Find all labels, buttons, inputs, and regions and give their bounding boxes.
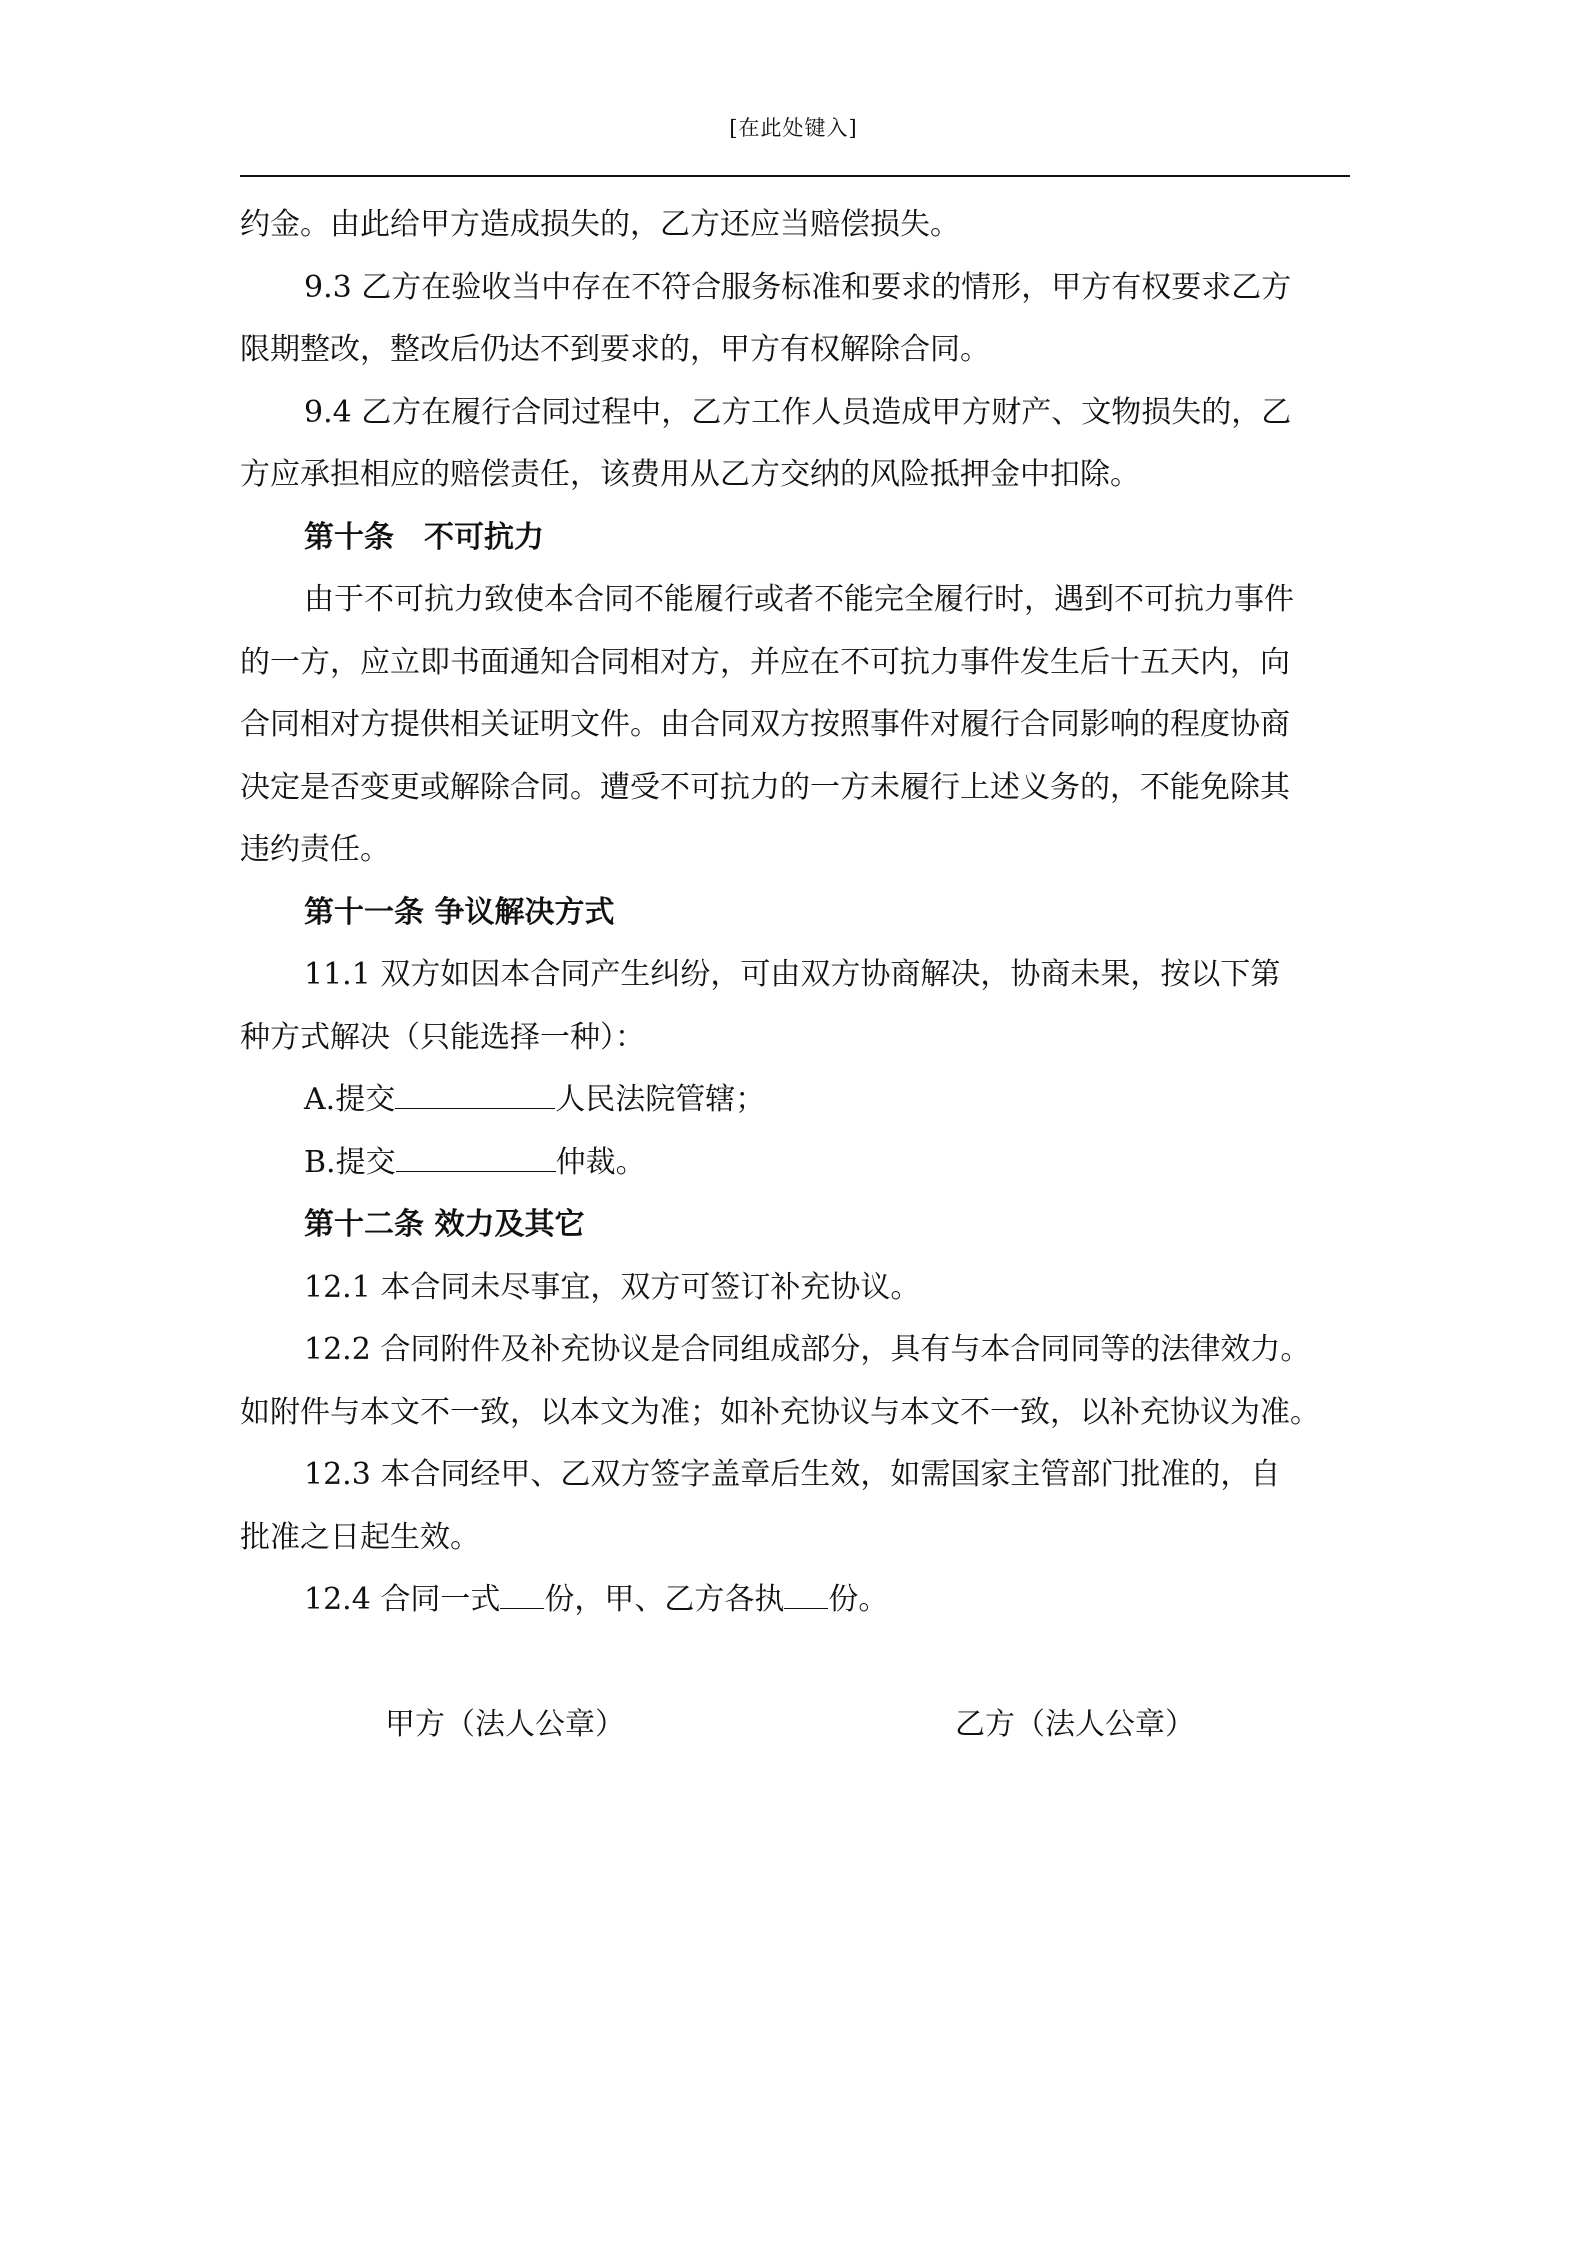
article-10-line-5: 违约责任。 [240,832,390,867]
article-11-heading: 第十一条 争议解决方式 [304,894,615,930]
clause-12-4-part-2: 份，甲、乙方各执 [544,1582,785,1617]
clause-12-4-part-1: 12.4 合同一式 [304,1582,501,1617]
clause-11-1-line-1: 11.1 双方如因本合同产生纠纷，可由双方协商解决，协商未果，按以下第 [304,957,1281,992]
option-b-blank [396,1143,556,1172]
clause-12-1: 12.1 本合同未尽事宜，双方可签订补充协议。 [304,1269,921,1305]
clause-11-1-line-2: 种方式解决（只能选择一种）： [240,1019,645,1055]
copies-each-blank [784,1580,828,1609]
signature-row [240,1700,1350,1750]
document-body [240,194,1350,1632]
party-b-signature: 乙方（法人公章） [955,1707,1195,1742]
clause-12-3-line-2: 批准之日起生效。 [240,1519,480,1555]
article-10-number: 第十条 [304,519,394,555]
clause-12-4-part-3: 份。 [828,1582,889,1617]
option-a-prefix: A.提交 [304,1082,396,1117]
option-a [240,1069,1350,1132]
header-rule [240,175,1350,177]
clause-9-4-line-2: 方应承担相应的赔偿责任，该费用从乙方交纳的风险抵押金中扣除。 [240,457,1140,492]
clause-12-2-line-2: 如附件与本文不一致，以本文为准；如补充协议与本文不一致，以补充协议为准。 [240,1394,1320,1430]
paragraph-continuation: 约金。由此给甲方造成损失的，乙方还应当赔偿损失。 [240,207,960,242]
article-12-heading: 第十二条 效力及其它 [304,1207,585,1242]
article-10-title: 不可抗力 [424,519,544,555]
copies-total-blank [500,1580,544,1609]
option-b-suffix: 仲裁。 [555,1144,646,1180]
clause-12-3-line-1: 12.3 本合同经甲、乙双方签字盖章后生效，如需国家主管部门批准的，自 [304,1457,1281,1492]
clause-9-3-line-1: 9.3 乙方在验收当中存在不符合服务标准和要求的情形，甲方有权要求乙方 [304,269,1292,305]
clause-12-2-line-1: 12.2 合同附件及补充协议是合同组成部分，具有与本合同同等的法律效力。 [304,1332,1311,1367]
clause-9-4-line-1: 9.4 乙方在履行合同过程中，乙方工作人员造成甲方财产、文物损失的，乙 [304,394,1292,430]
article-10-line-1: 由于不可抗力致使本合同不能履行或者不能完全履行时，遇到不可抗力事件 [304,582,1294,617]
option-a-suffix: 人民法院管辖； [555,1082,766,1117]
clause-12-4 [240,1569,1350,1632]
page-header: [在此处键入] [729,116,858,140]
option-a-blank [395,1080,555,1109]
article-10-line-3: 合同相对方提供相关证明文件。由合同双方按照事件对履行合同影响的程度协商 [240,707,1290,742]
option-b [240,1132,1350,1195]
article-10-heading [240,507,1350,570]
article-10-line-4: 决定是否变更或解除合同。遭受不可抗力的一方未履行上述义务的，不能免除其 [240,769,1290,805]
option-b-prefix: B.提交 [304,1144,396,1180]
article-10-line-2: 的一方，应立即书面通知合同相对方，并应在不可抗力事件发生后十五天内，向 [240,644,1290,680]
clause-9-3-line-2: 限期整改，整改后仍达不到要求的，甲方有权解除合同。 [240,332,990,367]
party-a-signature: 甲方（法人公章） [385,1707,625,1742]
